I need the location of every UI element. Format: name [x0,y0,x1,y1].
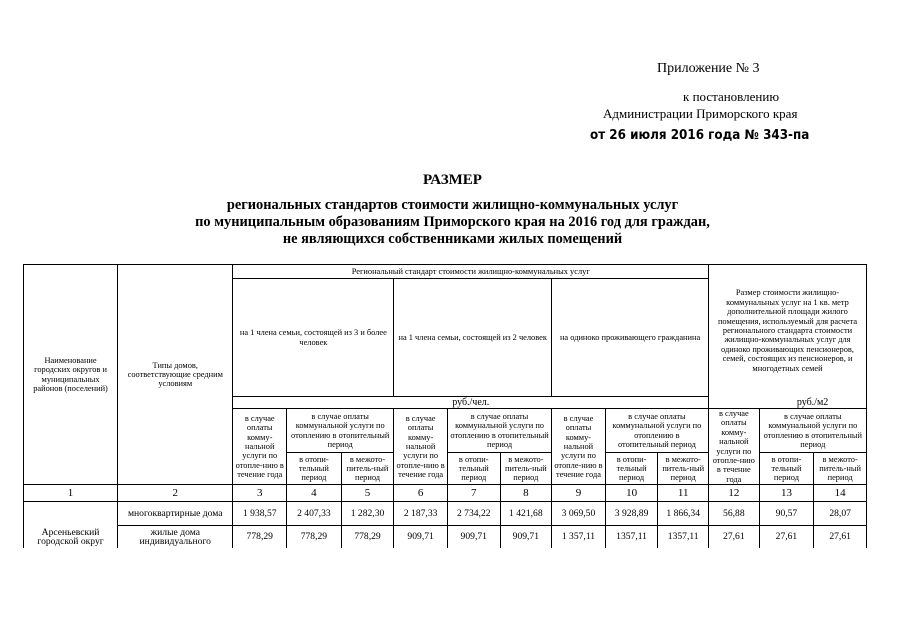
administration-name: Администрации Приморского края [603,106,798,121]
value-cell: 1 938,57 [233,502,287,526]
house-type-cell: жилые дома индивидуального [118,526,233,548]
header-sqm-cost: Размер стоимости жилищно-коммунальных услуг на 1 кв. метр дополнительной площади жилого помещения, используемый для расчета регионального стандарта стоимости жилищно-коммунальных услуг для одиноко проживающих пенсионеров, семей, состоящих из пенсионеров, и многодетных семей [709,265,867,397]
value-cell: 1 421,68 [500,502,552,526]
value-cell: 56,88 [709,502,760,526]
unit-per-m2: руб./м2 [759,397,866,409]
column-number: 12 [709,485,760,502]
subtitle-line: по муниципальным образованиям Приморского края на 2016 год для граждан, [195,214,710,230]
value-cell: 778,29 [233,526,287,548]
column-number: 1 [24,485,118,502]
value-cell: 909,71 [500,526,552,548]
column-number: 3 [233,485,287,502]
value-cell: 1357,11 [658,526,709,548]
value-cell: 27,61 [709,526,760,548]
appendix-label: Приложение № 3 [657,61,760,76]
header-yearround: в случае оплаты комму-нальной услуги по отопле-нию в течение года [233,409,287,485]
header-municipality: Наименование городских округов и муниципальных районов (поселений) [24,265,118,485]
header-house-types: Типы домов, соответствующие средним условиям [118,265,233,485]
column-number: 10 [605,485,658,502]
column-number: 4 [287,485,342,502]
value-cell: 2 734,22 [447,502,500,526]
value-cell: 1 866,34 [658,502,709,526]
header-heating-group: в случае оплаты коммунальной услуги по отоплению в отопительный период [447,409,551,453]
header-yearround: в случае оплаты комму-нальной услуги по отопле-нию в течение года [552,409,606,485]
value-cell: 1357,11 [605,526,658,548]
table-row [24,526,867,548]
header-regional-standard: Региональный стандарт стоимости жилищно-коммунальных услуг [233,265,709,279]
column-number: 8 [500,485,552,502]
house-type-cell: многоквартирные дома [118,502,233,526]
header-heating-group: в случае оплаты коммунальной услуги по отоплению в отопительный период [759,409,866,453]
value-cell: 1 282,30 [341,502,394,526]
value-cell: 27,61 [759,526,814,548]
municipality-cell: Арсеньевский городской округ [24,502,118,548]
header-heating-period: в отопи-тельный период [447,453,500,485]
document-subtitle [0,197,905,248]
unit-blank [709,397,760,409]
header-heating-group: в случае оплаты коммунальной услуги по отоплению в отопительный период [605,409,708,453]
column-number: 14 [814,485,867,502]
standards-table [23,264,867,548]
header-heating-group: в случае оплаты коммунальной услуги по отоплению в отопительный период [287,409,394,453]
value-cell: 1 357,11 [552,526,606,548]
value-cell: 3 069,50 [552,502,606,526]
subtitle-line: региональных стандартов стоимости жилищно-коммунальных услуг [226,197,679,213]
value-cell: 778,29 [341,526,394,548]
header-off-heating: в межото-питель-ный период [658,453,709,485]
header-heating-period: в отопи-тельный период [287,453,342,485]
value-cell: 3 928,89 [605,502,658,526]
value-cell: 909,71 [447,526,500,548]
header-off-heating: в межото-питель-ный период [341,453,394,485]
value-cell: 27,61 [814,526,867,548]
decree-reference: к постановлению [683,89,780,104]
header-off-heating: в межото-питель-ный период [500,453,552,485]
value-cell: 778,29 [287,526,342,548]
value-cell: 90,57 [759,502,814,526]
unit-per-person: руб./чел. [233,397,709,409]
column-number: 13 [759,485,814,502]
decree-date-stamp: от 26 июля 2016 года № 343-па [590,128,810,143]
header-heating-period: в отопи-тельный период [759,453,814,485]
value-cell: 2 187,33 [394,502,448,526]
header-yearround: в случае оплаты комму-нальной услуги по отопле-нию в течение года [709,409,760,485]
header-single: на одиноко проживающего гражданина [552,279,709,397]
header-off-heating: в межото-питель-ный период [814,453,867,485]
value-cell: 909,71 [394,526,448,548]
value-cell: 2 407,33 [287,502,342,526]
column-number: 6 [394,485,448,502]
column-number: 2 [118,485,233,502]
column-number: 5 [341,485,394,502]
document-title: РАЗМЕР [423,172,482,188]
subtitle-line: не являющихся собственниками жилых помещений [282,231,623,247]
header-heating-period: в отопи-тельный период [605,453,658,485]
header-family-2: на 1 члена семьи, состоящей из 2 человек [394,279,552,397]
column-number: 11 [658,485,709,502]
header-family-3plus: на 1 члена семьи, состоящей из 3 и более человек [233,279,394,397]
column-number: 9 [552,485,606,502]
value-cell: 28,07 [814,502,867,526]
header-yearround: в случае оплаты комму-нальной услуги по отопле-нию в течение года [394,409,448,485]
column-number: 7 [447,485,500,502]
table-row [24,502,867,526]
